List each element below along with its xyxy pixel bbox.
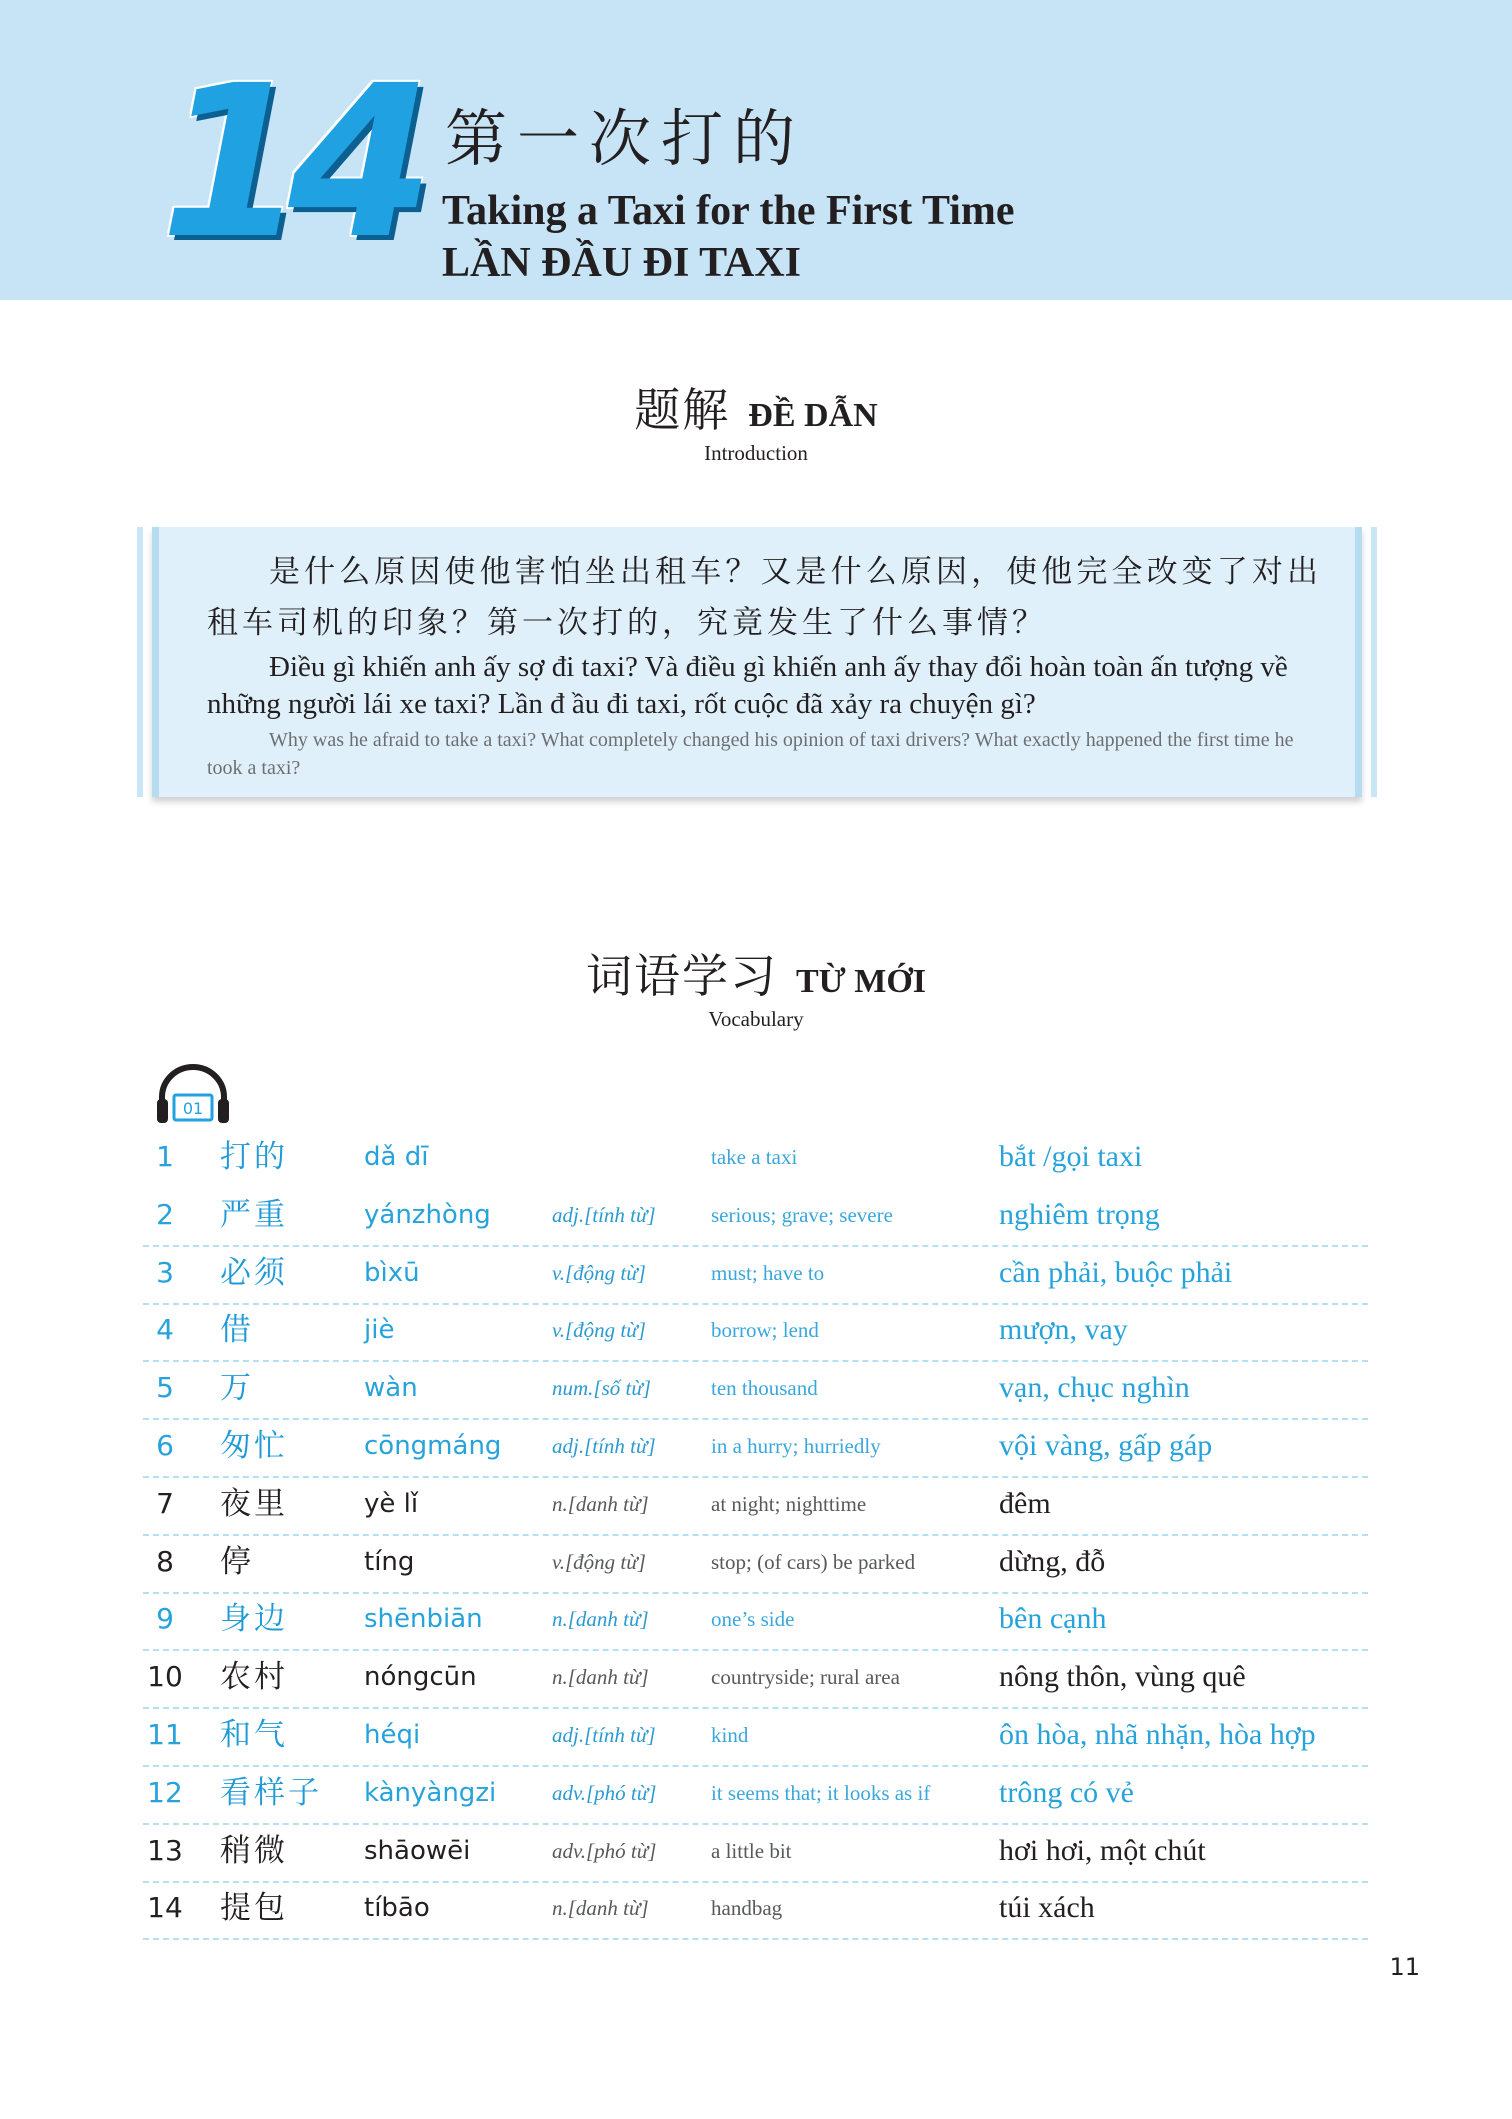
vocab-hanzi: 提包 <box>220 1890 288 1927</box>
vocab-vietnamese: hơi hơi, một chút <box>999 1833 1206 1867</box>
vocab-row <box>143 1246 1368 1305</box>
vocab-part-of-speech: adj.[tính từ] <box>552 1723 656 1747</box>
intro-heading-chinese: 题解 <box>634 383 731 437</box>
vocab-hanzi: 稍微 <box>220 1832 288 1869</box>
vocab-english: in a hurry; hurriedly <box>711 1434 881 1458</box>
vocab-english: one’s side <box>711 1607 795 1632</box>
vocab-vietnamese: bắt /gọi taxi <box>999 1140 1143 1173</box>
vocab-hanzi: 万 <box>220 1370 254 1407</box>
vocab-pinyin: dǎ dī <box>364 1142 429 1172</box>
vocab-pinyin: shāowēi <box>364 1835 471 1866</box>
vocab-pinyin: cōngmáng <box>364 1431 502 1461</box>
lesson-title-chinese: 第一次打的 <box>445 102 806 175</box>
vocab-part-of-speech: v.[động từ] <box>552 1549 646 1574</box>
vocab-part-of-speech: adj.[tính từ] <box>552 1202 656 1227</box>
vocab-row <box>143 1188 1368 1247</box>
intro-heading-english: Introduction <box>704 441 808 465</box>
vocab-vietnamese: bên cạnh <box>999 1602 1107 1636</box>
vocab-part-of-speech: adj.[tính từ] <box>552 1434 656 1458</box>
vocab-pinyin: yè lǐ <box>364 1488 419 1519</box>
vocab-vietnamese: đêm <box>999 1486 1051 1520</box>
vocab-number: 6 <box>156 1429 174 1462</box>
vocab-row <box>143 1477 1368 1536</box>
vocab-english: handbag <box>711 1896 783 1921</box>
vocab-vietnamese: cần phải, buộc phải <box>999 1255 1233 1289</box>
vocab-english: it seems that; it looks as if <box>711 1780 931 1805</box>
vocab-pinyin: bìxū <box>364 1257 420 1288</box>
vocab-hanzi: 夜里 <box>220 1485 288 1522</box>
vocab-hanzi: 匆忙 <box>220 1428 288 1464</box>
vocab-hanzi: 农村 <box>220 1659 288 1696</box>
vocabulary-heading <box>0 949 1512 1032</box>
lesson-title-english: Taking a Taxi for the First Time <box>442 188 1015 234</box>
vocab-number: 8 <box>156 1544 174 1578</box>
vocab-vietnamese: dừng, đỗ <box>999 1544 1106 1578</box>
vocab-row <box>143 1766 1368 1825</box>
vocab-pinyin: tíbāo <box>364 1893 430 1924</box>
vocab-vietnamese: vội vàng, gấp gáp <box>999 1429 1213 1462</box>
vocab-pinyin: yánzhòng <box>364 1199 491 1230</box>
vocab-hanzi: 和气 <box>220 1717 288 1753</box>
lesson-title-vietnamese: LẦN ĐẦU ĐI TAXI <box>442 240 801 286</box>
vocab-pinyin: tíng <box>364 1546 415 1577</box>
vocab-row <box>143 1419 1368 1478</box>
vocab-row <box>143 1708 1368 1767</box>
vocab-part-of-speech: num.[số từ] <box>552 1376 651 1401</box>
vocab-english: serious; grave; severe <box>711 1202 893 1227</box>
vocab-number: 14 <box>147 1891 183 1925</box>
vocab-english: at night; nighttime <box>711 1491 867 1516</box>
vocab-vietnamese: vạn, chục nghìn <box>999 1371 1190 1405</box>
intro-text-vietnamese: Điều gì khiến anh ấy sợ đi taxi? Và điều gì khiến anh ấy thay đổi hoàn toàn ấn tượng về những người lái xe taxi? Lần đ ầu đi taxi, rốt cuộc đã xảy ra chuyện gì? <box>207 651 1288 720</box>
vocab-vietnamese: ôn hòa, nhã nhặn, hòa hợp <box>999 1718 1316 1751</box>
vocab-pinyin: wàn <box>364 1373 418 1404</box>
vocab-number: 2 <box>156 1197 174 1231</box>
vocab-hanzi: 身边 <box>220 1601 288 1638</box>
vocab-vietnamese: túi xách <box>999 1891 1095 1925</box>
vocab-vietnamese: nghiêm trọng <box>999 1197 1160 1231</box>
vocabulary-heading-english: Vocabulary <box>708 1007 804 1031</box>
vocab-pinyin: kànyàngzi <box>364 1777 497 1808</box>
vocab-english: ten thousand <box>711 1376 818 1401</box>
vocab-part-of-speech: adv.[phó từ] <box>552 1838 657 1863</box>
vocab-hanzi: 停 <box>220 1543 254 1580</box>
intro-heading <box>0 383 1512 466</box>
vocab-number: 7 <box>156 1486 174 1520</box>
vocab-row <box>143 1881 1368 1940</box>
vocab-number: 1 <box>156 1140 174 1173</box>
vocab-hanzi: 看样子 <box>220 1774 322 1811</box>
vocab-row <box>143 1303 1368 1362</box>
vocab-row <box>143 1824 1368 1883</box>
vocab-number: 9 <box>156 1602 174 1636</box>
vocab-english: kind <box>711 1723 749 1747</box>
vocab-part-of-speech: adv.[phó từ] <box>552 1780 657 1805</box>
vocab-english: borrow; lend <box>711 1318 819 1343</box>
page-number: 11 <box>1389 1953 1420 1981</box>
vocab-english: stop; (of cars) be parked <box>711 1549 916 1574</box>
headphones-audio-icon[interactable] <box>154 1063 232 1125</box>
vocab-part-of-speech: n.[danh từ] <box>552 1665 649 1690</box>
vocab-part-of-speech: n.[danh từ] <box>552 1491 649 1516</box>
vocab-number: 4 <box>156 1313 174 1347</box>
vocab-vietnamese: nông thôn, vùng quê <box>999 1660 1246 1694</box>
intro-box <box>152 527 1362 797</box>
vocab-number: 13 <box>147 1833 183 1867</box>
vocab-number: 3 <box>156 1255 174 1289</box>
vocab-pinyin: shēnbiān <box>364 1604 483 1635</box>
vocabulary-heading-chinese: 词语学习 <box>585 949 778 1003</box>
vocab-number: 12 <box>147 1775 183 1809</box>
vocab-vietnamese: trông có vẻ <box>999 1775 1134 1809</box>
vocab-english: must; have to <box>711 1260 825 1285</box>
vocab-english: a little bit <box>711 1838 792 1863</box>
vocab-number: 10 <box>147 1660 183 1694</box>
vocab-part-of-speech: v.[động từ] <box>552 1318 646 1343</box>
vocab-row <box>143 1535 1368 1594</box>
vocab-number: 5 <box>156 1371 174 1405</box>
vocab-part-of-speech: v.[động từ] <box>552 1260 646 1285</box>
vocab-pinyin: nóngcūn <box>364 1662 477 1693</box>
vocab-row <box>143 1650 1368 1709</box>
vocab-english: take a taxi <box>711 1145 798 1169</box>
vocab-hanzi: 借 <box>220 1312 254 1349</box>
audio-track-number: 01 <box>182 1099 204 1118</box>
lesson-number: 14 <box>160 40 417 285</box>
vocab-row <box>143 1592 1368 1651</box>
vocab-vietnamese: mượn, vay <box>999 1313 1128 1347</box>
vocab-part-of-speech: n.[danh từ] <box>552 1896 649 1921</box>
vocab-part-of-speech: n.[danh từ] <box>552 1607 649 1632</box>
intro-text-english: Why was he afraid to take a taxi? What completely changed his opinion of taxi drivers? What exactly happened the first time he took a taxi? <box>207 729 1294 779</box>
vocab-english: countryside; rural area <box>711 1665 900 1690</box>
intro-text-chinese: 是什么原因使他害怕坐出租车？又是什么原因，使他完全改变了对出租车司机的印象？第一次打的，究竟发生了什么事情？ <box>207 554 1322 641</box>
vocab-row <box>143 1130 1368 1187</box>
vocab-hanzi: 严重 <box>220 1196 288 1233</box>
vocabulary-heading-vietnamese: TỪ MỚI <box>795 963 926 1000</box>
vocab-row <box>143 1361 1368 1420</box>
intro-heading-vietnamese: ĐỀ DẪN <box>748 397 878 434</box>
vocab-pinyin: héqi <box>364 1720 421 1750</box>
vocab-pinyin: jiè <box>364 1315 395 1346</box>
vocab-number: 11 <box>147 1718 183 1751</box>
vocab-hanzi: 必须 <box>220 1254 288 1291</box>
vocab-hanzi: 打的 <box>220 1139 288 1175</box>
